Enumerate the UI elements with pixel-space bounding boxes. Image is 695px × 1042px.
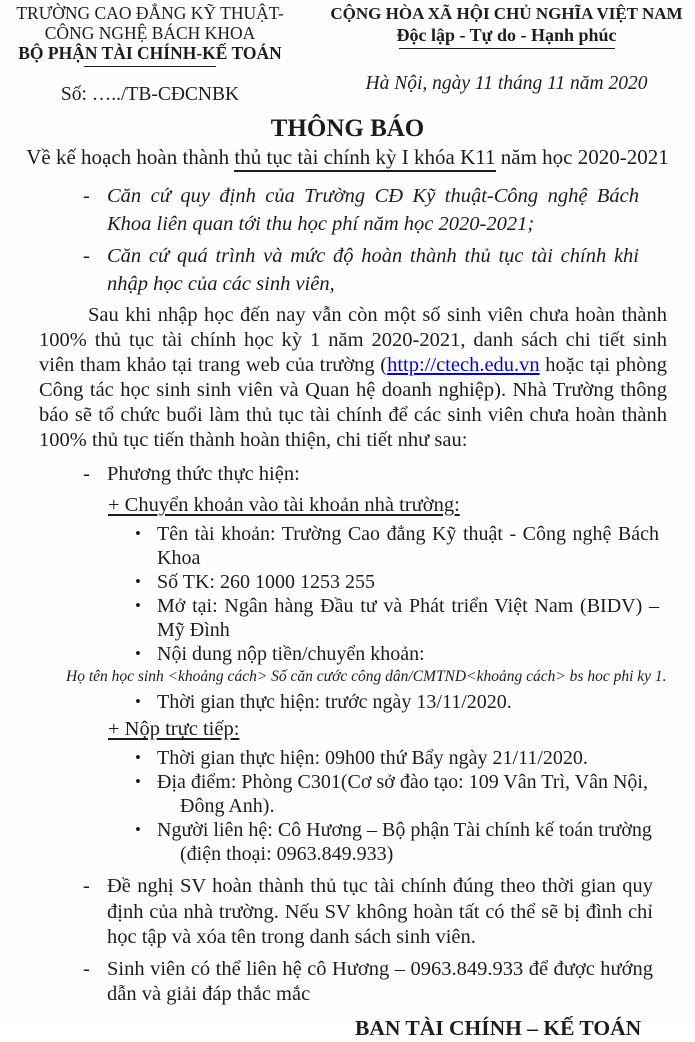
closing-item-contact	[83, 957, 653, 1008]
transfer-item-text: Tên tài khoản: Trường Cao đẳng Kỹ thuật - Công nghệ Bách Khoa	[157, 523, 659, 569]
org-name-line1: TRƯỜNG CAO ĐẲNG KỸ THUẬT-	[16, 3, 284, 23]
direct-item-text: Thời gian thực hiện: 09h00 thứ Bẩy ngày 21/11/2020.	[157, 747, 588, 769]
transfer-item-text: Nội dung nộp tiền/chuyển khoản:	[157, 643, 425, 665]
direct-item-text: Địa điểm: Phòng C301(Cơ sở đào tạo: 109 Vân Trì, Vân Nội, Đông Anh).	[157, 771, 648, 817]
intro-text-pre: Sau khi nhập học đến nay vẫn còn một số sinh viên chưa hoàn thành 100% thủ tục tài chính học kỳ 1 năm 2020-2021, danh sách chi tiết sinh viên tham khảo tại trang web của trường (	[39, 304, 667, 376]
document-header	[0, 3, 695, 107]
method-heading-row	[83, 461, 655, 487]
bullet-icon: •	[135, 596, 141, 615]
closing-note-list	[0, 874, 695, 1008]
department-name: BỘ PHẬN TÀI CHÍNH-KẾ TOÁN	[18, 43, 282, 63]
department-rule	[84, 66, 216, 67]
ctech-website-link[interactable]: http://ctech.edu.vn	[387, 354, 540, 376]
closing-item-text: Sinh viên có thể liên hệ cô Hương – 0963.849.933 để được hướng dẫn và giải đáp thắc mắc	[107, 957, 653, 1005]
motto-rule	[399, 48, 615, 49]
bullet-icon: •	[135, 692, 141, 711]
dash-icon: -	[83, 875, 90, 897]
method-heading: Phương thức thực hiện:	[107, 463, 300, 485]
citation-list	[0, 182, 695, 298]
direct-item-time	[135, 746, 659, 770]
bullet-icon: •	[135, 748, 141, 767]
transfer-item-deadline	[135, 690, 659, 714]
issuing-org-block	[0, 3, 300, 107]
subtitle-pre: Về kế hoạch hoàn thành	[26, 145, 235, 169]
national-header-block	[300, 3, 695, 107]
direct-item-location	[135, 770, 659, 818]
bullet-icon: •	[135, 772, 141, 791]
transfer-item-content	[135, 642, 659, 666]
bullet-icon: •	[135, 820, 141, 839]
citation-text: Căn cứ quá trình và mức độ hoàn thành thủ tục tài chính khi nhập học của các sinh viên,	[107, 245, 639, 295]
dash-icon: -	[83, 463, 90, 485]
document-title: THÔNG BÁO	[270, 115, 425, 142]
transfer-section-heading: + Chuyển khoản vào tài khoản nhà trường:	[108, 494, 460, 516]
national-motto-line2: Độc lập - Tự do - Hạnh phúc	[396, 25, 617, 45]
transfer-bullet-list	[0, 522, 695, 666]
citation-item	[83, 242, 639, 298]
transfer-content-note: Họ tên học sinh <khoảng cách> Số căn cước công dân/CMTND<khoảng cách> bs hoc phi ky 1.	[66, 668, 667, 685]
closing-item-text: Đề nghị SV hoàn thành thủ tục tài chính đúng theo thời gian quy định của nhà trường. Nếu SV không hoàn tất có thể sẽ bị đình chỉ học tập và xóa tên trong danh sách sinh viên.	[107, 875, 653, 948]
intro-text-post: hoặc tại phòng Công tác học sinh sinh viên và Quan hệ doanh nghiệp). Nhà Trường thông báo sẽ tổ chức buổi làm thủ tục tài chính để các sinh viên chưa hoàn thành 100% thủ tục tiến thành hoàn thiện, chi tiết như sau:	[39, 354, 667, 451]
citation-item	[83, 182, 639, 238]
direct-section-heading: + Nộp trực tiếp:	[108, 718, 240, 740]
bullet-icon: •	[135, 524, 141, 543]
direct-bullet-list	[0, 746, 695, 866]
transfer-item-text: Mở tại: Ngân hàng Đầu tư và Phát triển Việt Nam (BIDV) – Mỹ Đình	[157, 595, 659, 641]
citation-text: Căn cứ quy định của Trường CĐ Kỹ thuật-Công nghệ Bách Khoa liên quan tới thu học phí năm học 2020-2021;	[107, 185, 639, 235]
place-and-date: Hà Nội, ngày 11 tháng 11 năm 2020	[365, 73, 648, 94]
bullet-icon: •	[135, 644, 141, 663]
transfer-item-text: Thời gian thực hiện: trước ngày 13/11/2020.	[157, 691, 512, 713]
document-number: Số: …../TB-CĐCNBK	[60, 84, 240, 105]
transfer-item-account-name	[135, 522, 659, 570]
subtitle-underlined: thủ tục tài chính kỳ I khóa K11	[234, 145, 495, 172]
bullet-icon: •	[135, 572, 141, 591]
signature-department: BAN TÀI CHÍNH – KẾ TOÁN	[355, 1015, 642, 1040]
closing-item-warning	[83, 874, 653, 951]
document-subtitle	[0, 144, 695, 170]
subtitle-post: năm học 2020-2021	[495, 145, 669, 169]
transfer-deadline-list	[0, 690, 695, 714]
org-name-line2: CÔNG NGHỆ BÁCH KHOA	[44, 23, 256, 43]
direct-item-contact	[135, 818, 659, 866]
direct-item-text: Người liên hệ: Cô Hương – Bộ phận Tài chính kế toán trường (điện thoại: 0963.849.933)	[157, 819, 652, 865]
dash-icon: -	[83, 185, 90, 207]
transfer-item-account-number	[135, 570, 659, 594]
national-motto-line1: CỘNG HÒA XÃ HỘI CHỦ NGHĨA VIỆT NAM	[330, 4, 683, 23]
intro-paragraph	[39, 303, 667, 453]
dash-icon: -	[83, 245, 90, 267]
transfer-item-text: Số TK: 260 1000 1253 255	[157, 571, 375, 593]
dash-icon: -	[83, 957, 90, 980]
transfer-item-bank	[135, 594, 659, 642]
